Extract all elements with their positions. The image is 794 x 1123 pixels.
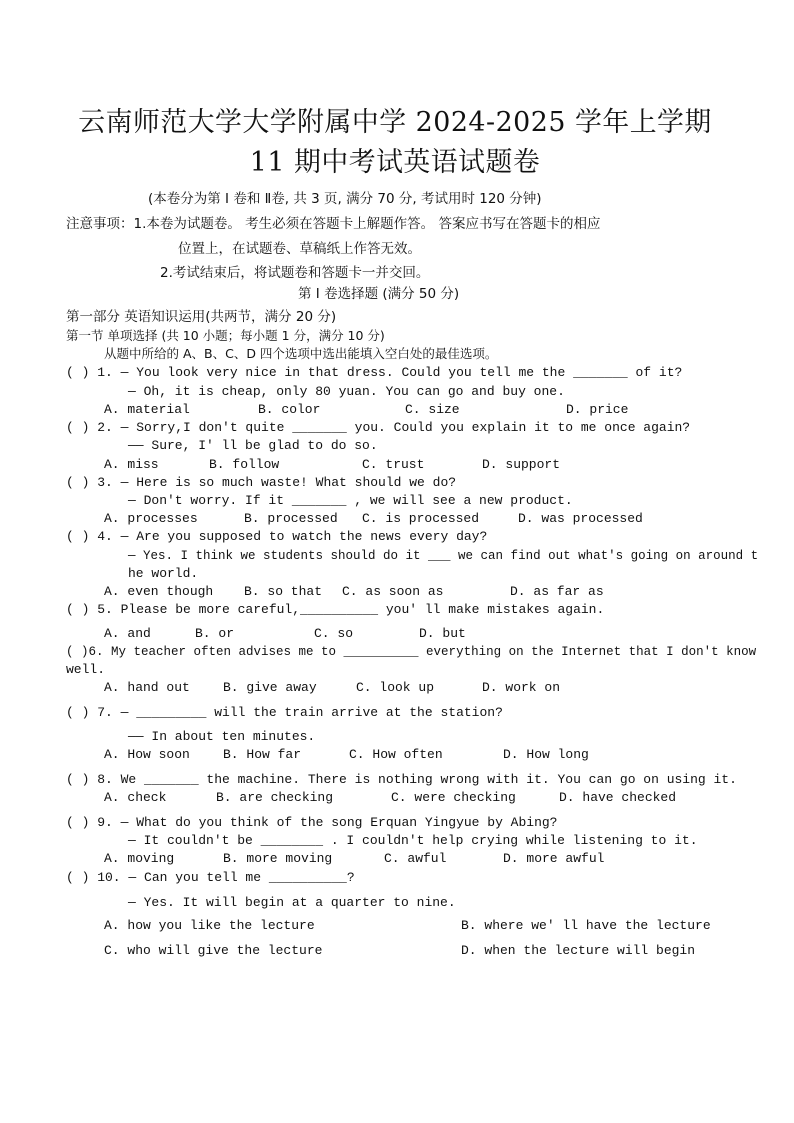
question-7-reply: —— In about ten minutes. bbox=[128, 729, 316, 744]
question-1-stem: ( ) 1. — You look very nice in that dress. Could you tell me the _______ of it? bbox=[66, 365, 683, 380]
part-heading: 第 Ⅰ 卷选择题 (满分 50 分) bbox=[298, 286, 460, 302]
question-2-option-d: D. support bbox=[482, 457, 561, 472]
section-instruction: 从题中所给的 A、B、C、D 四个选项中选出能填入空白处的最佳选项。 bbox=[104, 346, 498, 361]
question-7-stem: ( ) 7. — _________ will the train arrive at the station? bbox=[66, 705, 503, 720]
question-1-option-d: D. price bbox=[566, 402, 629, 417]
question-1-option-a: A. material bbox=[104, 402, 190, 417]
question-1-reply: — Oh, it is cheap, only 80 yuan. You can go and buy one. bbox=[128, 384, 565, 399]
question-8-option-a: A. check bbox=[104, 790, 167, 805]
question-2-stem: ( ) 2. — Sorry,I don't quite _______ you. Could you explain it to me once again? bbox=[66, 420, 691, 435]
question-7-option-d: D. How long bbox=[503, 747, 589, 762]
question-8-stem: ( ) 8. We _______ the machine. There is nothing wrong with it. You can go on using it. bbox=[66, 772, 737, 787]
question-5-option-b: B. or bbox=[195, 626, 235, 641]
exam-subtitle: (本卷分为第 Ⅰ 卷和 Ⅱ卷, 共 3 页, 满分 70 分, 考试用时 120 分钟) bbox=[148, 191, 542, 207]
question-6-option-a: A. hand out bbox=[104, 680, 190, 695]
question-4-option-c: C. as soon as bbox=[342, 584, 444, 599]
part1-heading: 第一部分 英语知识运用(共两节，满分 20 分) bbox=[66, 309, 337, 325]
question-6-option-c: C. look up bbox=[356, 680, 435, 695]
question-9-option-b: B. more moving bbox=[223, 851, 333, 866]
notes-line-1: 注意事项：1.本卷为试题卷。 考生必须在答题卡上解题作答。 答案应书写在答题卡的相应 bbox=[66, 216, 601, 232]
question-4-option-a: A. even though bbox=[104, 584, 214, 599]
question-3-reply: — Don't worry. If it _______ , we will see a new product. bbox=[128, 493, 573, 508]
question-4-stem: ( ) 4. — Are you supposed to watch the news every day? bbox=[66, 529, 488, 544]
question-3-option-d: D. was processed bbox=[518, 511, 643, 526]
question-3-stem: ( ) 3. — Here is so much waste! What should we do? bbox=[66, 475, 457, 490]
question-5-stem: ( ) 5. Please be more careful,__________ you' ll make mistakes again. bbox=[66, 602, 605, 617]
question-8-option-d: D. have checked bbox=[559, 790, 677, 805]
question-1-option-b: B. color bbox=[258, 402, 321, 417]
question-6-stem-cont: well. bbox=[66, 662, 106, 677]
question-2-option-c: C. trust bbox=[362, 457, 425, 472]
question-7-option-b: B. How far bbox=[223, 747, 302, 762]
question-4-reply-cont: he world. bbox=[128, 566, 199, 581]
question-4-option-b: B. so that bbox=[244, 584, 323, 599]
question-7-option-c: C. How often bbox=[349, 747, 443, 762]
question-9-option-c: C. awful bbox=[384, 851, 447, 866]
question-10-reply: — Yes. It will begin at a quarter to nine. bbox=[128, 895, 456, 910]
question-10-stem: ( ) 10. — Can you tell me __________? bbox=[66, 870, 355, 885]
question-3-option-a: A. processes bbox=[104, 511, 198, 526]
notes-line-3: 2.考试结束后，将试题卷和答题卡一并交回。 bbox=[160, 265, 430, 281]
section1-heading: 第一节 单项选择 (共 10 小题；每小题 1 分，满分 10 分) bbox=[66, 328, 385, 343]
question-5-option-a: A. and bbox=[104, 626, 151, 641]
question-8-option-c: C. were checking bbox=[391, 790, 516, 805]
question-6-stem: ( )6. My teacher often advises me to __________ everything on the Internet that I don't know bbox=[66, 645, 757, 659]
exam-title-line2: 11 期中考试英语试题卷 bbox=[249, 147, 541, 178]
question-1-option-c: C. size bbox=[405, 402, 460, 417]
question-2-option-a: A. miss bbox=[104, 457, 159, 472]
question-10-option-d: D. when the lecture will begin bbox=[461, 943, 696, 958]
question-3-option-b: B. processed bbox=[244, 511, 338, 526]
exam-title-line1: 云南师范大学大学附属中学 2024-2025 学年上学期 bbox=[78, 107, 712, 138]
question-7-option-a: A. How soon bbox=[104, 747, 190, 762]
question-8-option-b: B. are checking bbox=[216, 790, 334, 805]
question-10-option-c: C. who will give the lecture bbox=[104, 943, 323, 958]
question-2-reply: —— Sure, I' ll be glad to do so. bbox=[128, 438, 378, 453]
question-2-option-b: B. follow bbox=[209, 457, 280, 472]
question-9-stem: ( ) 9. — What do you think of the song Erquan Yingyue by Abing? bbox=[66, 815, 558, 830]
question-3-option-c: C. is processed bbox=[362, 511, 480, 526]
question-9-option-d: D. more awful bbox=[503, 851, 605, 866]
question-9-reply: — It couldn't be ________ . I couldn't help crying while listening to it. bbox=[128, 833, 698, 848]
question-10-option-a: A. how you like the lecture bbox=[104, 918, 315, 933]
question-6-option-b: B. give away bbox=[223, 680, 317, 695]
question-9-option-a: A. moving bbox=[104, 851, 175, 866]
question-4-option-d: D. as far as bbox=[510, 584, 604, 599]
question-10-option-b: B. where we' ll have the lecture bbox=[461, 918, 711, 933]
question-6-option-d: D. work on bbox=[482, 680, 561, 695]
question-5-option-c: C. so bbox=[314, 626, 354, 641]
question-4-reply: — Yes. I think we students should do it ___ we can find out what's going on around t bbox=[128, 549, 759, 563]
question-5-option-d: D. but bbox=[419, 626, 466, 641]
notes-line-2: 位置上，在试题卷、草稿纸上作答无效。 bbox=[178, 241, 421, 257]
